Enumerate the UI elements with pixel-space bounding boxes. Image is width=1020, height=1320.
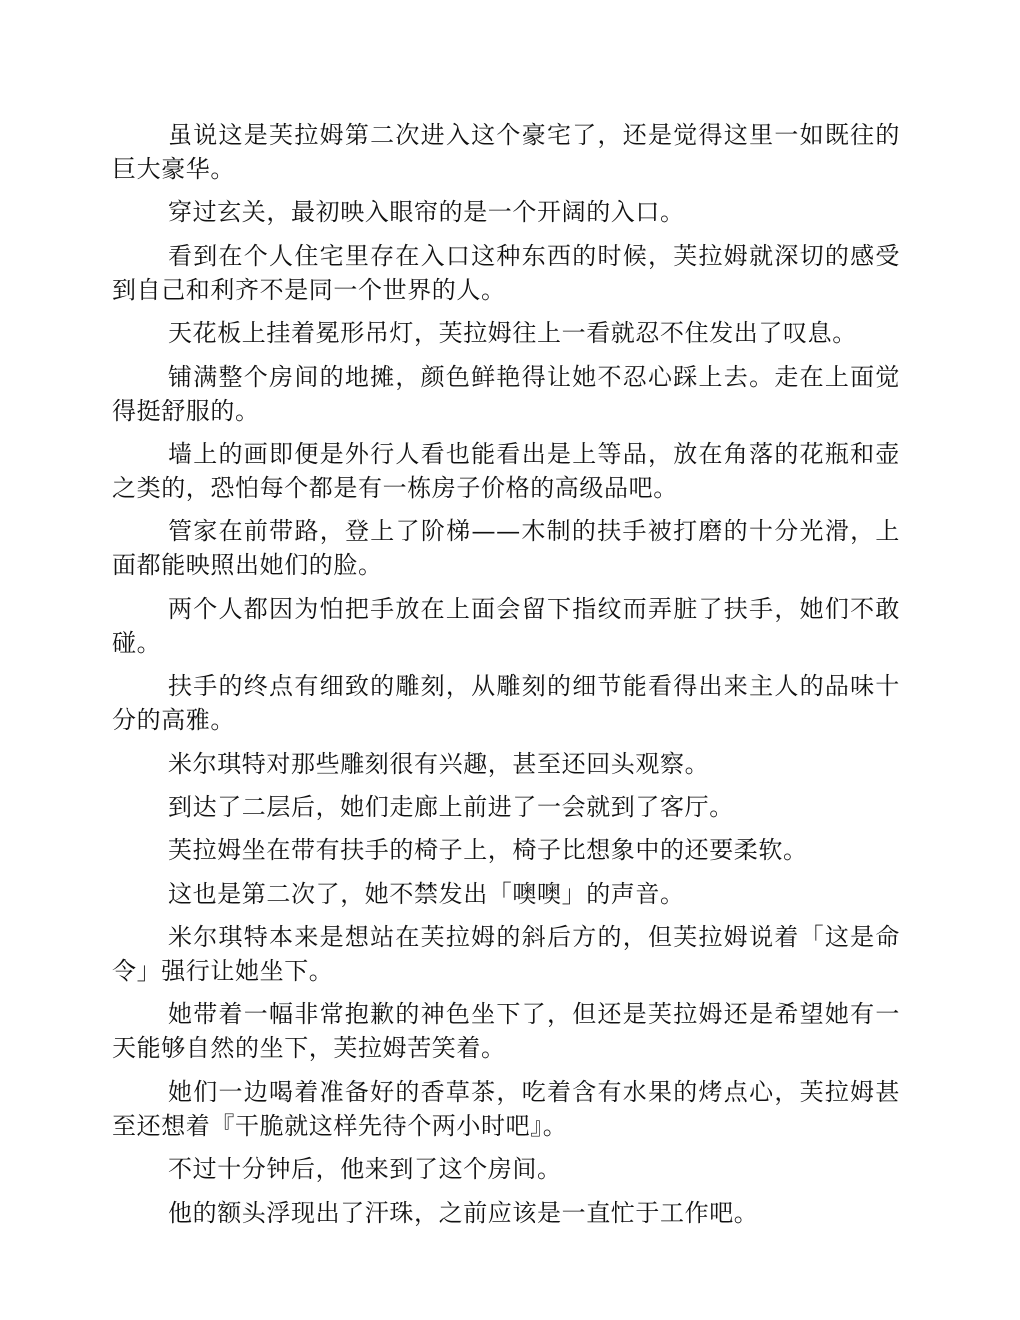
document-page	[112, 118, 900, 1239]
paragraph: 天花板上挂着冕形吊灯，芙拉姆往上一看就忍不住发出了叹息。	[168, 319, 857, 348]
paragraph: 扶手的终点有细致的雕刻，从雕刻的细节能看得出来主人的品味十分的高雅。	[112, 672, 900, 735]
paragraph: 她带着一幅非常抱歉的神色坐下了，但还是芙拉姆还是希望她有一天能够自然的坐下，芙拉姆苦笑着。	[112, 1000, 900, 1063]
paragraph: 这也是第二次了，她不禁发出「噢噢」的声音。	[168, 879, 685, 908]
paragraph: 看到在个人住宅里存在入口这种东西的时候，芙拉姆就深切的感受到自己和利齐不是同一个世界的人。	[112, 241, 900, 304]
paragraph: 到达了二层后，她们走廊上前进了一会就到了客厅。	[168, 792, 734, 821]
paragraph: 铺满整个房间的地摊，颜色鲜艳得让她不忍心踩上去。走在上面觉得挺舒服的。	[112, 362, 900, 425]
paragraph: 管家在前带路，登上了阶梯——木制的扶手被打磨的十分光滑，上面都能映照出她们的脸。	[112, 517, 900, 580]
paragraph: 米尔琪特对那些雕刻很有兴趣，甚至还回头观察。	[168, 749, 710, 778]
paragraph: 米尔琪特本来是想站在芙拉姆的斜后方的，但芙拉姆说着「这是命令」强行让她坐下。	[112, 923, 900, 986]
paragraph: 他的额头浮现出了汗珠，之前应该是一直忙于工作吧。	[168, 1198, 759, 1227]
paragraph: 芙拉姆坐在带有扶手的椅子上，椅子比想象中的还要柔软。	[168, 836, 808, 865]
paragraph: 穿过玄关，最初映入眼帘的是一个开阔的入口。	[168, 198, 685, 227]
paragraph: 不过十分钟后，他来到了这个房间。	[168, 1155, 562, 1184]
paragraph: 她们一边喝着准备好的香草茶，吃着含有水果的烤点心，芙拉姆甚至还想着『干脆就这样先待个两小时吧』。	[112, 1077, 900, 1140]
paragraph: 墙上的画即便是外行人看也能看出是上等品，放在角落的花瓶和壶之类的，恐怕每个都是有一栋房子价格的高级品吧。	[112, 439, 900, 502]
paragraph: 虽说这是芙拉姆第二次进入这个豪宅了，还是觉得这里一如既往的巨大豪华。	[112, 121, 900, 183]
paragraph: 两个人都因为怕把手放在上面会留下指纹而弄脏了扶手，她们不敢碰。	[112, 594, 900, 657]
